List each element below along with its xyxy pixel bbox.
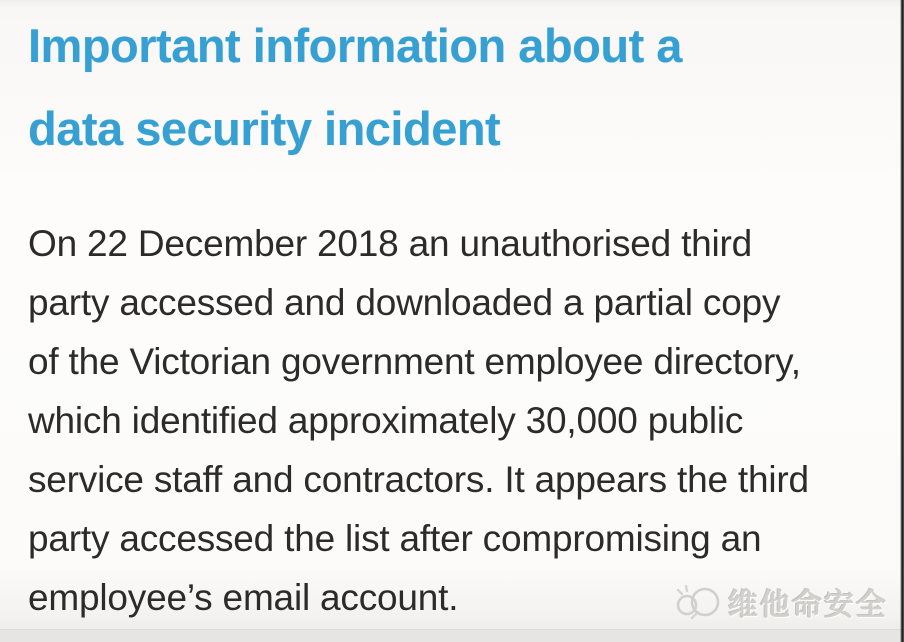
incident-paragraph [28, 214, 884, 627]
paragraph-line: employee’s email account. [28, 577, 459, 618]
page-title-line: Important information about a [28, 19, 682, 72]
page-title [28, 0, 884, 170]
paragraph-line: party accessed and downloaded a partial copy [28, 282, 781, 323]
watermark-label: 维他命安全 [728, 589, 888, 622]
paragraph-line: which identified approximately 30,000 public [28, 400, 744, 441]
notice-content [28, 0, 884, 627]
page-title-line: data security incident [28, 102, 501, 155]
paragraph-line: On 22 December 2018 an unauthorised third [28, 223, 753, 264]
overlapping-circles-logo-icon [674, 582, 722, 622]
right-edge-line [900, 0, 904, 642]
paragraph-line: service staff and contractors. It appears the third [28, 459, 809, 500]
paragraph-line: of the Victorian government employee directory, [28, 341, 801, 382]
bottom-shade [0, 629, 904, 642]
watermark [674, 580, 888, 624]
paragraph-line: party accessed the list after compromising an [28, 518, 762, 559]
